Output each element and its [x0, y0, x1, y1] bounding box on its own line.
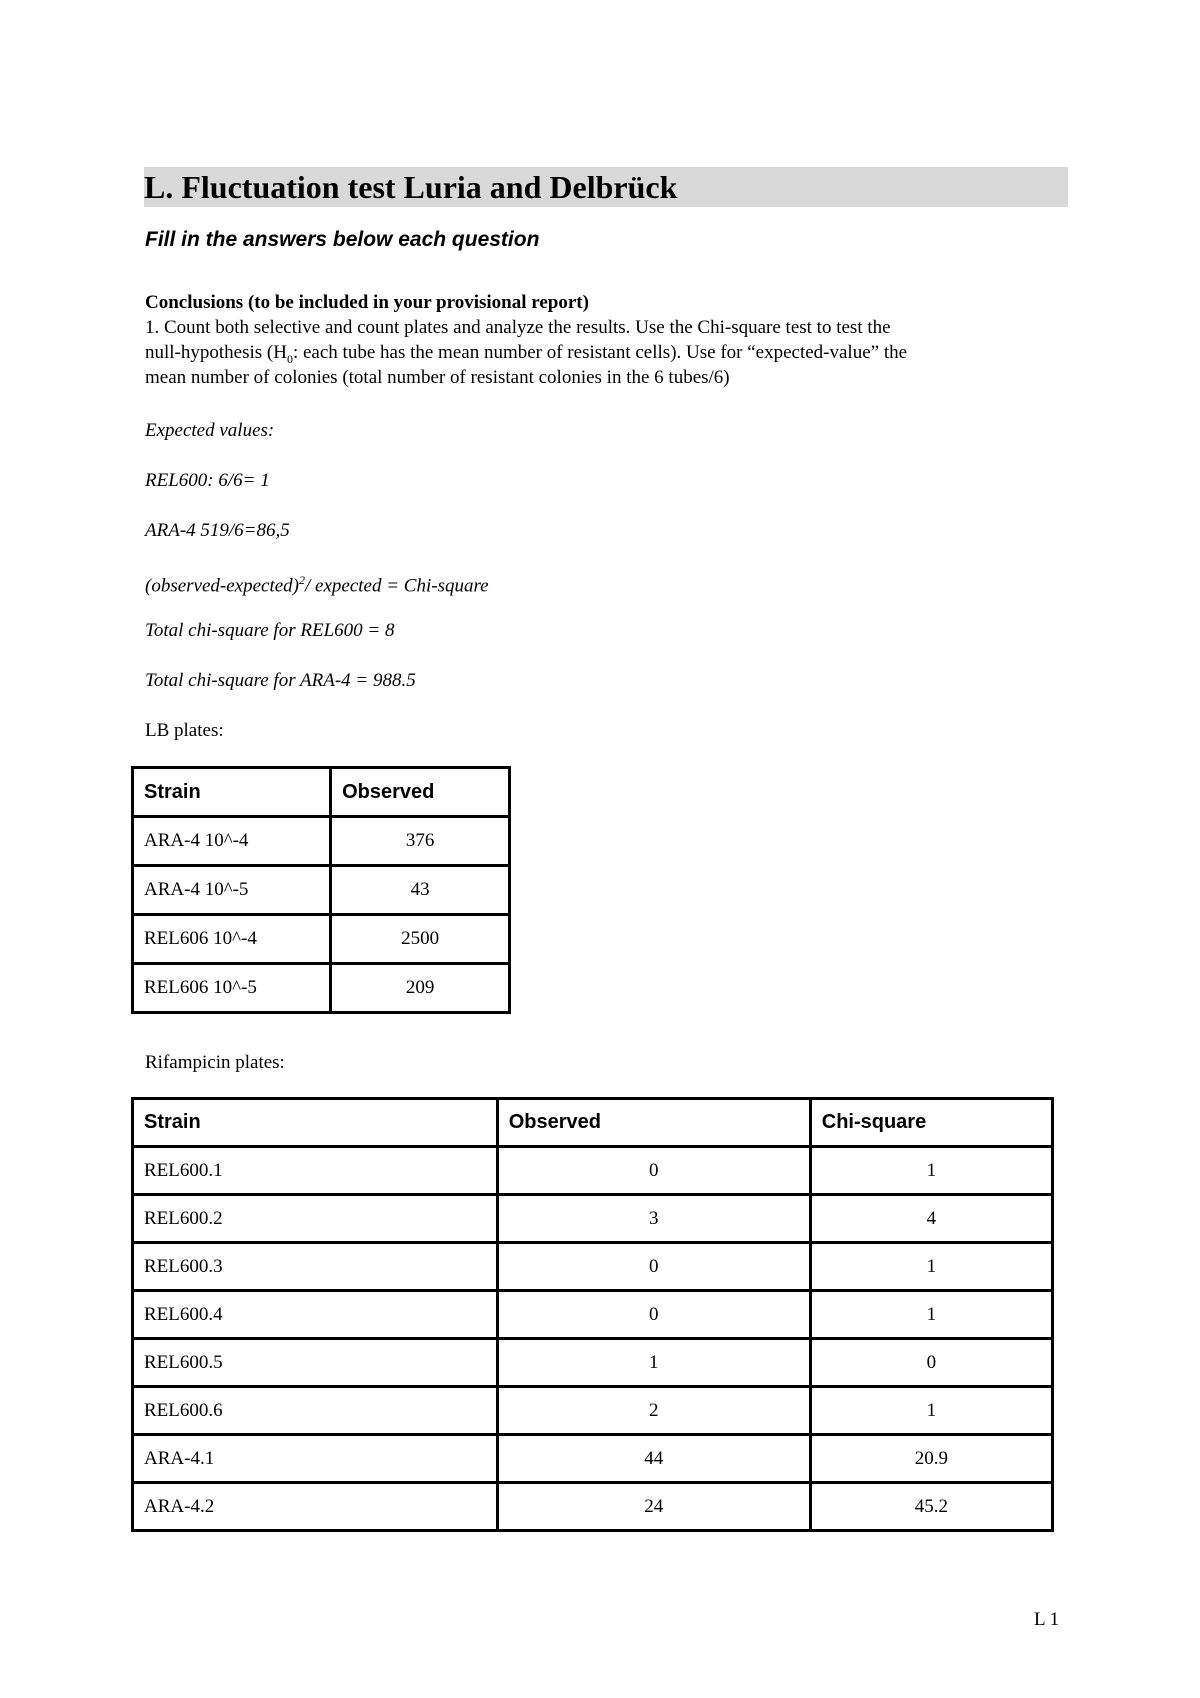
observed-cell: 0: [497, 1147, 810, 1195]
column-header-observed: Observed: [497, 1099, 810, 1147]
strain-cell: REL600.3: [133, 1243, 498, 1291]
instruction-text: Fill in the answers below each question: [145, 228, 540, 251]
strain-cell: REL600.4: [133, 1291, 498, 1339]
chi-square-cell: 1: [810, 1243, 1052, 1291]
expected-values-label: Expected values:: [145, 420, 275, 441]
table-header-row: [133, 1099, 1053, 1147]
strain-cell: REL600.6: [133, 1387, 498, 1435]
question-1-line-3: mean number of colonies (total number of resistant colonies in the 6 tubes/6): [145, 367, 730, 388]
table-header-row: [133, 768, 510, 817]
observed-cell: 209: [331, 964, 510, 1013]
observed-cell: 2: [497, 1387, 810, 1435]
page-title: L. Fluctuation test Luria and Delbrück: [144, 169, 678, 205]
chi-square-cell: 20.9: [810, 1435, 1052, 1483]
question-1-line-2-start: null-hypothesis (H: [145, 342, 287, 363]
chi-square-cell: 4: [810, 1195, 1052, 1243]
table-row: [133, 817, 510, 866]
table-row: [133, 964, 510, 1013]
question-1-line-1: 1. Count both selective and count plates and analyze the results. Use the Chi-square test to test the: [145, 317, 891, 338]
observed-cell: 0: [497, 1243, 810, 1291]
chi-square-cell: 1: [810, 1387, 1052, 1435]
question-1-line-2-end: : each tube has the mean number of resistant cells). Use for “expected-value” the: [292, 342, 908, 363]
h0-subscript: 0: [286, 351, 293, 366]
strain-cell: ARA-4.1: [133, 1435, 498, 1483]
lb-plates-label: LB plates:: [145, 720, 224, 741]
table-row: [133, 1291, 1053, 1339]
rifampicin-plates-label: Rifampicin plates:: [145, 1052, 285, 1073]
observed-cell: 376: [331, 817, 510, 866]
table-row: [133, 1387, 1053, 1435]
chi-square-cell: 45.2: [810, 1483, 1052, 1531]
table-row: [133, 1147, 1053, 1195]
strain-cell: REL600.2: [133, 1195, 498, 1243]
table-row: [133, 1195, 1053, 1243]
column-header-observed: Observed: [331, 768, 510, 817]
observed-cell: 1: [497, 1339, 810, 1387]
rifampicin-plates-table: [131, 1097, 1054, 1532]
table-row: [133, 915, 510, 964]
strain-cell: ARA-4 10^-4: [133, 817, 331, 866]
observed-cell: 3: [497, 1195, 810, 1243]
conclusions-heading: Conclusions (to be included in your provisional report): [145, 292, 589, 313]
strain-cell: REL600.1: [133, 1147, 498, 1195]
column-header-chi-square: Chi-square: [810, 1099, 1052, 1147]
title-bar: [144, 167, 1068, 207]
table-row: [133, 866, 510, 915]
observed-cell: 24: [497, 1483, 810, 1531]
strain-cell: ARA-4 10^-5: [133, 866, 331, 915]
strain-cell: REL606 10^-4: [133, 915, 331, 964]
table-row: [133, 1483, 1053, 1531]
table-row: [133, 1435, 1053, 1483]
chi-square-cell: 1: [810, 1147, 1052, 1195]
observed-cell: 2500: [331, 915, 510, 964]
column-header-strain: Strain: [133, 1099, 498, 1147]
observed-cell: 0: [497, 1291, 810, 1339]
rel600-expected: REL600: 6/6= 1: [145, 470, 270, 491]
strain-cell: REL606 10^-5: [133, 964, 331, 1013]
strain-cell: ARA-4.2: [133, 1483, 498, 1531]
lb-plates-table: [131, 766, 511, 1014]
chi-square-cell: 0: [810, 1339, 1052, 1387]
chi-square-formula: [145, 568, 489, 598]
table-row: [133, 1339, 1053, 1387]
formula-exponent: 2: [299, 573, 306, 587]
chi-square-cell: 1: [810, 1291, 1052, 1339]
formula-start: (observed-expected): [145, 575, 300, 597]
column-header-strain: Strain: [133, 768, 331, 817]
total-chi-square-ara4: Total chi-square for ARA-4 = 988.5: [145, 670, 416, 691]
table-row: [133, 1243, 1053, 1291]
strain-cell: REL600.5: [133, 1339, 498, 1387]
observed-cell: 43: [331, 866, 510, 915]
formula-end: / expected = Chi-square: [305, 575, 489, 597]
total-chi-square-rel600: Total chi-square for REL600 = 8: [145, 620, 395, 641]
ara4-expected: ARA-4 519/6=86,5: [145, 520, 290, 541]
page-number: L 1: [1034, 1609, 1060, 1630]
observed-cell: 44: [497, 1435, 810, 1483]
